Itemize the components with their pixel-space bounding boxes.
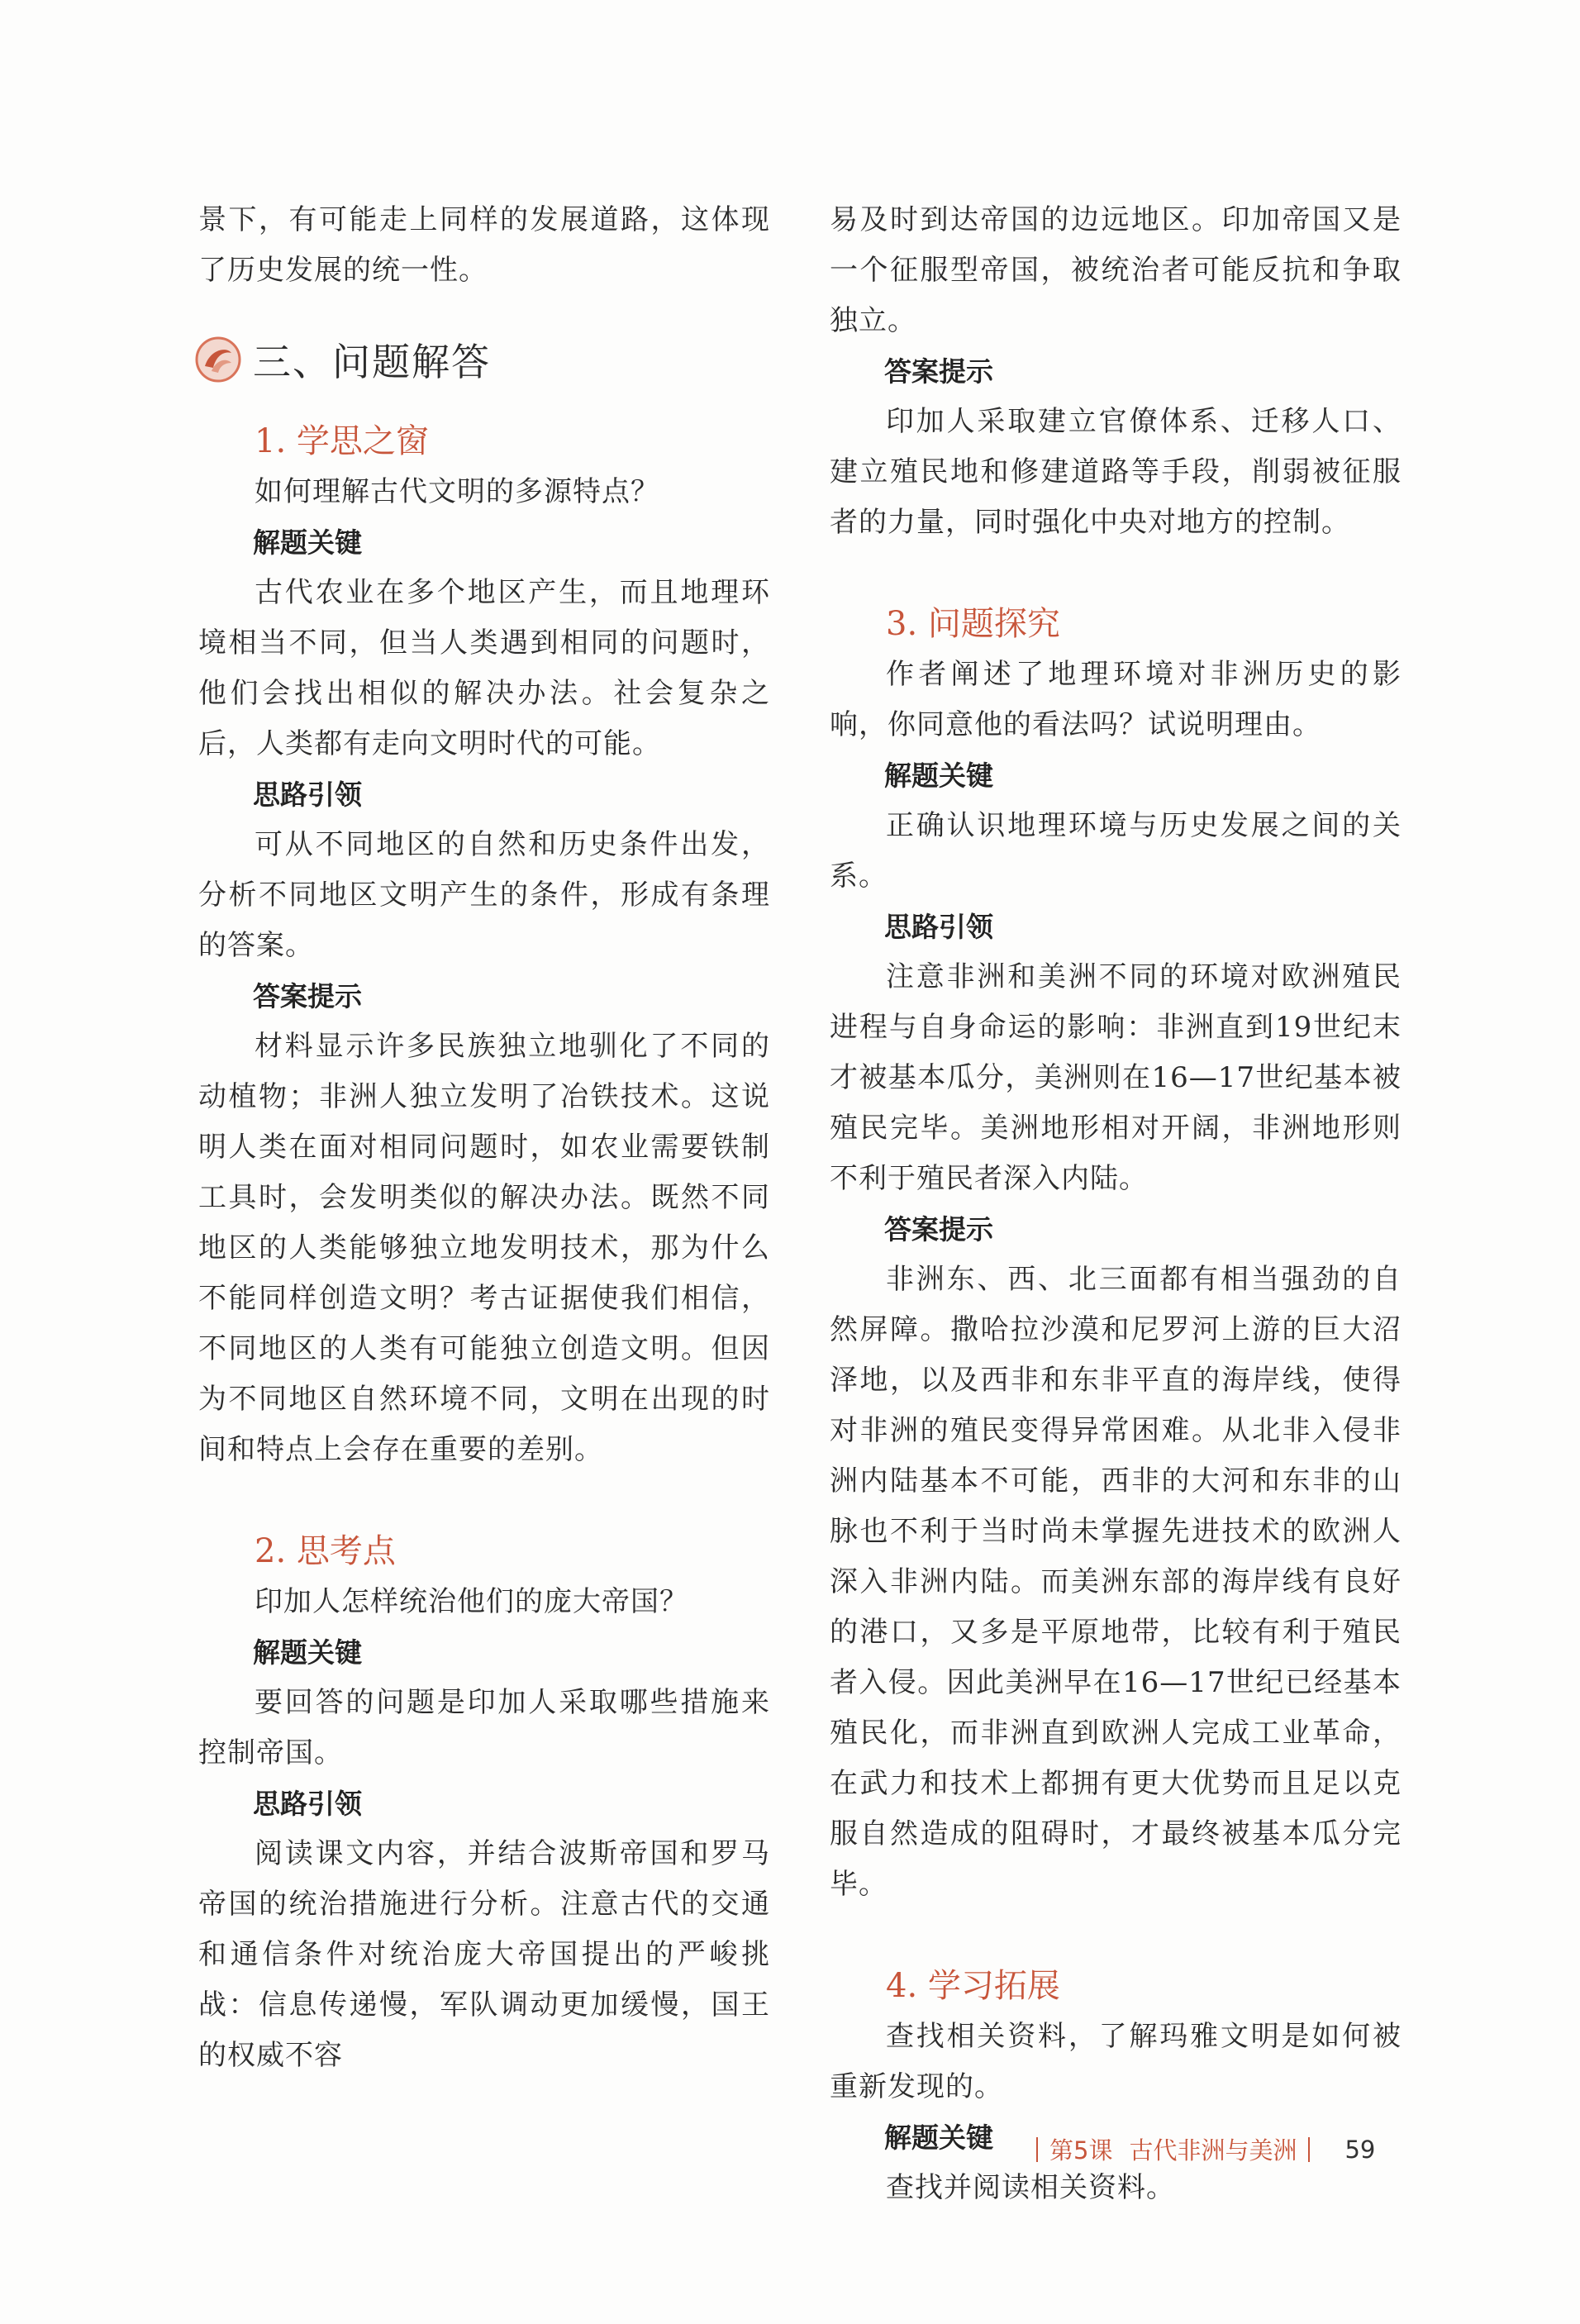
q2-key-text: 要回答的问题是印加人采取哪些措施来控制帝国。: [198, 1686, 770, 1769]
q3-question: 作者阐述了地理环境对非洲历史的影响，你同意他的看法吗？试说明理由。: [830, 658, 1402, 741]
page-footer: [1025, 2132, 1375, 2166]
q3-heading: 3. 问题探究: [886, 605, 1060, 643]
q4-key-text: 查找并阅读相关资料。: [886, 2171, 1175, 2204]
q1-question: 如何理解古代文明的多源特点？: [255, 475, 659, 508]
footer-divider-left: [1036, 2137, 1038, 2162]
q1-key-text: 古代农业在多个地区产生，而且地理环境相当不同，但当人类遇到相同的问题时，他们会找出相似的解决办法。社会复杂之后，人类都有走向文明时代的可能。: [198, 576, 770, 760]
footer-lesson-title: 古代非洲与美洲: [1129, 2136, 1297, 2164]
q3-guide-label: 思路引领: [884, 911, 993, 943]
section-swirl-icon: [193, 335, 243, 384]
q2-key-label: 解题关键: [253, 1636, 362, 1669]
q1-heading: 1. 学思之窗: [255, 422, 429, 460]
footer-divider-right: [1308, 2137, 1310, 2162]
q1-answer-text: 材料显示许多民族独立地驯化了不同的动植物；非洲人独立发明了冶铁技术。这说明人类在面对相同问题时，如农业需要铁制工具时，会发明类似的解决办法。既然不同地区的人类能够独立地发明技术，那为什么不能同样创造文明？考古证据使我们相信，不同地区的人类有可能独立创造文明。但因为不同地区自然环境不同，文明在出现的时间和特点上会存在重要的差别。: [198, 1030, 770, 1466]
q2-answer-label: 答案提示: [884, 355, 993, 388]
section-title: 三、问题解答: [253, 340, 491, 384]
q3-key-text: 正确认识地理环境与历史发展之间的关系。: [830, 809, 1402, 893]
left-column: [198, 195, 770, 2081]
q4-key-label: 解题关键: [884, 2122, 993, 2154]
q3-key-label: 解题关键: [884, 760, 993, 792]
q4-heading: 4. 学习拓展: [886, 1967, 1060, 2005]
q3-guide-text: 注意非洲和美洲不同的环境对欧洲殖民进程与自身命运的影响：非洲直到19世纪末才被基本瓜分，美洲则在16—17世纪基本被殖民完毕。美洲地形相对开阔，非洲地形则不利于殖民者深入内陆。: [830, 960, 1402, 1195]
q1-key-label: 解题关键: [253, 526, 362, 559]
q4-question: 查找相关资料，了解玛雅文明是如何被重新发现的。: [830, 2020, 1402, 2103]
right-column: [830, 195, 1402, 2213]
q1-guide-label: 思路引领: [253, 779, 362, 811]
q2-guide-text: 阅读课文内容，并结合波斯帝国和罗马帝国的统治措施进行分析。注意古代的交通和通信条件对统治庞大帝国提出的严峻挑战：信息传递慢，军队调动更加缓慢，国王的权威不容: [198, 1837, 770, 2072]
page-number: 59: [1344, 2135, 1376, 2164]
section-heading: [193, 314, 770, 405]
q3-answer-label: 答案提示: [884, 1213, 993, 1245]
q3-answer-text: 非洲东、西、北三面都有相当强劲的自然屏障。撒哈拉沙漠和尼罗河上游的巨大沼泽地，以及西非和东非平直的海岸线，使得对非洲的殖民变得异常困难。从北非入侵非洲内陆基本不可能，西非的大河和东非的山脉也不利于当时尚未掌握先进技术的欧洲人深入非洲内陆。而美洲东部的海岸线有良好的港口，又多是平原地带，比较有利于殖民者入侵。因此美洲早在16—17世纪已经基本殖民化，而非洲直到欧洲人完成工业革命，在武力和技术上都拥有更大优势而且足以克服自然造成的阻碍时，才最终被基本瓜分完毕。: [830, 1263, 1402, 1901]
q2-continued-text: 易及时到达帝国的边远地区。印加帝国又是一个征服型帝国，被统治者可能反抗和争取独立。: [830, 203, 1402, 337]
q2-answer-text: 印加人采取建立官僚体系、迁移人口、建立殖民地和修建道路等手段，削弱被征服者的力量，同时强化中央对地方的控制。: [830, 405, 1402, 539]
q2-heading: 2. 思考点: [255, 1532, 396, 1570]
footer-lesson: 第5课: [1049, 2136, 1113, 2164]
intro-paragraph: 景下，有可能走上同样的发展道路，这体现了历史发展的统一性。: [198, 203, 770, 287]
q2-question: 印加人怎样统治他们的庞大帝国？: [255, 1585, 688, 1618]
q1-answer-label: 答案提示: [253, 980, 362, 1012]
q1-guide-text: 可从不同地区的自然和历史条件出发，分析不同地区文明产生的条件，形成有条理的答案。: [198, 828, 770, 962]
q2-guide-label: 思路引领: [253, 1788, 362, 1820]
